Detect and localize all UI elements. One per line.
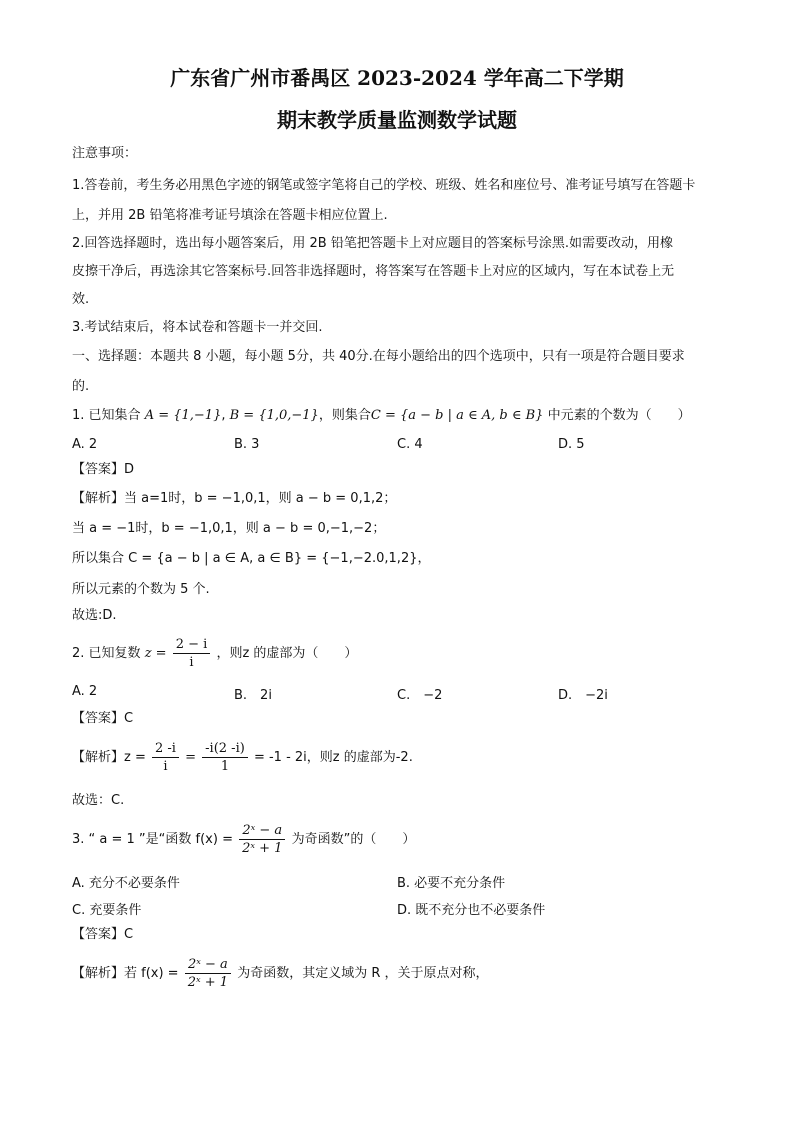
q1-solution-line4: 所以元素的个数为 5 个. [72, 582, 210, 597]
q1-stem: 1. 已知集合 A = {1,−1}, B = {1,0,−1}，则集合C = {a − b | a ∈ A, b ∈ B} 中元素的个数为（ ） [72, 408, 691, 423]
q1-set-c: C = {a − b | a ∈ A, b ∈ B} [370, 408, 544, 423]
notes-item1-line2: 上，并用 2B 铅笔将准考证号填涂在答题卡相应位置上. [72, 208, 388, 223]
notes-item2-line2: 皮擦干净后，再选涂其它答案标号.回答非选择题时，将答案写在答题卡上对应的区域内，写在本试卷上无 [72, 264, 675, 279]
q1-solution-line5: 故选:D. [72, 608, 117, 623]
section1-intro-line1: 一、选择题：本题共 8 小题，每小题 5分，共 40分.在每小题给出的四个选项中，只有一项是符合题目要求 [72, 349, 685, 364]
notes-heading: 注意事项： [72, 146, 138, 161]
q1-suffix: 中元素的个数为（ ） [547, 408, 691, 423]
q3-solution-fraction-denominator: 2ˣ + 1 [187, 975, 229, 990]
q3-solution-fraction [185, 956, 231, 991]
q2-fraction-denominator: i [189, 655, 194, 670]
q2-solution-suffix: = -1 - 2i，则z 的虚部为-2. [253, 750, 413, 765]
q2-solution-fraction2-numerator: -i(2 -i) [202, 740, 248, 758]
q1-option-c: C. 4 [397, 437, 423, 452]
q3-fraction [239, 822, 285, 857]
q2-solution-fraction2 [202, 740, 248, 775]
notes-item3: 3.考试结束后，将本试卷和答题卡一并交回. [72, 320, 323, 335]
q1-option-a: A. 2 [72, 437, 98, 452]
q2-solution-prefix: 【解析】z = [72, 750, 146, 765]
q2-option-c: C. −2 [397, 688, 443, 703]
q3-option-d: D. 既不充分也不必要条件 [397, 903, 546, 918]
notes-item2-line3: 效. [72, 292, 90, 307]
q3-stem [72, 822, 722, 858]
q3-solution-fraction-numerator: 2ˣ − a [185, 956, 231, 974]
q1-solution-line3: 所以集合 C = {a − b | a ∈ A, a ∈ B} = {−1,−2.0,1,2}， [72, 551, 431, 566]
q1-set-b: B = {1,0,−1} [229, 408, 319, 423]
document-title-line2: 期末教学质量监测数学试题 [277, 108, 517, 132]
q1-solution-line1: 【解析】当 a=1时，b = −1,0,1，则 a − b = 0,1,2； [72, 491, 397, 506]
q2-suffix: ，则z 的虚部为（ ） [216, 646, 358, 661]
section1-intro-line2: 的. [72, 379, 90, 394]
q2-solution-fraction1-denominator: i [163, 759, 168, 774]
q2-z-eq: z = [144, 646, 167, 661]
q2-final: 故选：C. [72, 793, 125, 808]
q3-answer: 【答案】C [72, 927, 134, 942]
q2-solution-fraction2-denominator: 1 [220, 759, 230, 774]
q3-solution-prefix: 【解析】若 f(x) = [72, 966, 179, 981]
q3-solution-suffix: 为奇函数，其定义域为 R ，关于原点对称， [237, 966, 489, 981]
q3-fraction-numerator: 2ˣ − a [239, 822, 285, 840]
notes-item1-line1: 1.答卷前，考生务必用黑色字迹的钢笔或签字笔将自己的学校、班级、姓名和座位号、准考证号填写在答题卡 [72, 178, 696, 193]
q1-mid: ，则集合 [318, 408, 371, 423]
q1-solution-line2: 当 a = −1时，b = −1,0,1，则 a − b = 0,−1,−2； [72, 521, 386, 536]
notes-item2-line1: 2.回答选择题时，选出每小题答案后，用 2B 铅笔把答题卡上对应题目的答案标号涂黑.如需要改动，用橡 [72, 236, 673, 251]
q1-option-d: D. 5 [558, 437, 585, 452]
q3-solution [72, 956, 722, 992]
q2-answer: 【答案】C [72, 711, 134, 726]
q2-option-a: A. 2 [72, 684, 98, 699]
q1-prefix: 1. 已知集合 [72, 408, 141, 423]
q2-stem [72, 636, 722, 672]
q2-option-d: D. −2i [558, 688, 608, 703]
q2-solution: 【解析】z = $\frac{2 -i}{i}$ = $\frac{-i(2 -i)}{1}$ = -1 - 2i，则z 的虚部为-2. [72, 741, 413, 774]
q1-answer: 【答案】D [72, 462, 135, 477]
q1-option-b: B. 3 [234, 437, 260, 452]
q1-set-a: A = {1,−1} [144, 408, 222, 423]
q3-option-b: B. 必要不充分条件 [397, 876, 506, 891]
q3-fraction-denominator: 2ˣ + 1 [242, 841, 283, 856]
document-title-line1: 广东省广州市番禺区 2023-2024 学年高二下学期 [170, 66, 624, 90]
q2-solution-fraction1 [152, 740, 179, 775]
q3-option-a: A. 充分不必要条件 [72, 876, 180, 891]
q2-fraction [173, 636, 211, 671]
q3-prefix: 3. “ a = 1 ”是“函数 f(x) = [72, 832, 233, 847]
q3-option-c: C. 充要条件 [72, 903, 142, 918]
q3-suffix: 为奇函数”的（ ） [291, 832, 416, 847]
q2-solution-fraction1-numerator: 2 -i [152, 740, 179, 758]
q2-option-b: B. 2i [234, 688, 272, 703]
q2-fraction-numerator: 2 − i [173, 636, 211, 654]
q2-prefix: 2. 已知复数 [72, 646, 141, 661]
